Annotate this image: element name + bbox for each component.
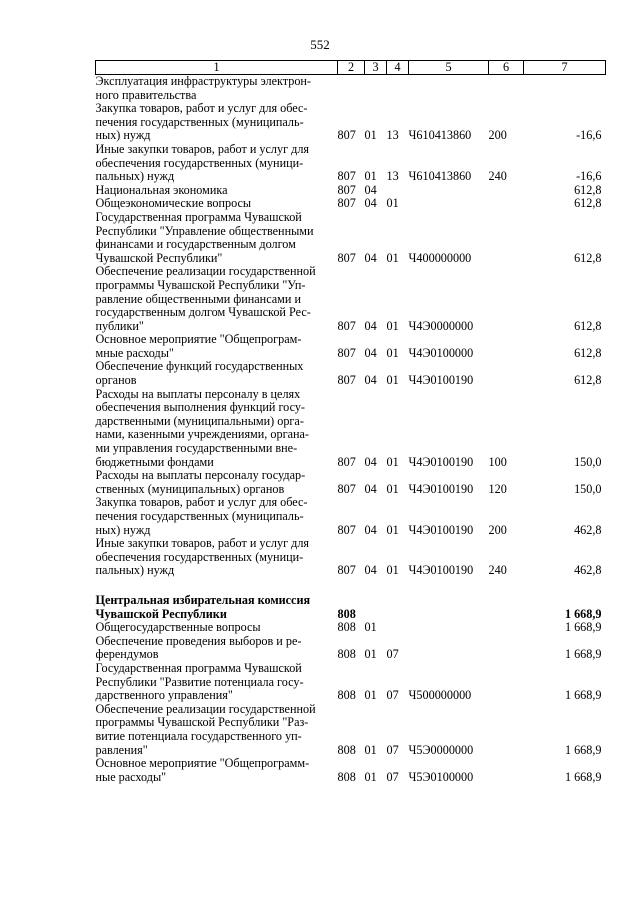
row-ministry-code	[338, 75, 365, 103]
row-target-article: Ч4Э0100000	[408, 345, 474, 360]
header-col-3: 3	[365, 61, 387, 75]
description-line: Общегосударственные вопросы	[95, 620, 261, 635]
table-row	[96, 594, 606, 621]
table-row	[96, 197, 606, 211]
row-amount: 462,8	[574, 563, 602, 578]
row-target-article: Ч610413860	[408, 128, 472, 143]
description-line: ных) нужд	[95, 128, 151, 143]
row-subsection-code: 01	[386, 318, 399, 333]
row-target-article	[409, 594, 489, 621]
row-amount: 612,8	[574, 250, 602, 265]
row-ministry-code: 807	[337, 481, 356, 496]
row-amount: -16,6	[576, 128, 602, 143]
row-subsection-code	[387, 75, 409, 103]
row-amount: 612,8	[574, 318, 602, 333]
row-expense-type	[489, 635, 524, 662]
description-line: Государственная программа Чувашской	[95, 209, 302, 224]
row-section-code: 04	[364, 563, 377, 578]
description-line: обеспечения государственных (муници-	[95, 549, 304, 564]
row-section-code: 04	[364, 345, 377, 360]
description-line: бюджетными фондами	[95, 454, 214, 469]
row-description	[96, 211, 338, 265]
row-ministry-code: 808	[337, 769, 356, 784]
row-subsection-code: 01	[386, 522, 399, 537]
row-amount: 462,8	[574, 522, 602, 537]
row-ministry-code: 807	[337, 454, 356, 469]
row-expense-type	[489, 594, 524, 621]
row-target-article: Ч500000000	[408, 688, 472, 703]
description-line: финансами и государственным долгом	[95, 237, 296, 252]
description-line: печения государственных (муниципаль-	[95, 114, 304, 129]
row-amount: 612,8	[574, 345, 602, 360]
description-line: программы Чувашской Республики "Раз-	[95, 715, 309, 730]
row-ministry-code: 807	[337, 250, 356, 265]
table-row	[96, 537, 606, 578]
row-amount: 1 668,9	[564, 742, 602, 757]
row-target-article: Ч5Э0100000	[408, 769, 474, 784]
description-line: пальных) нужд	[95, 169, 175, 184]
description-line: органов	[95, 373, 137, 388]
row-amount: 612,8	[574, 196, 602, 211]
spacer-row	[96, 578, 606, 594]
table-row	[96, 662, 606, 703]
description-line: государственным долгом Чувашской Рес-	[95, 305, 311, 320]
header-col-6: 6	[489, 61, 524, 75]
row-section-code: 04	[364, 196, 377, 211]
row-description	[96, 360, 338, 387]
row-expense-type	[489, 211, 524, 265]
row-description	[96, 102, 338, 143]
description-line: Чувашской Республики"	[95, 250, 223, 265]
row-expense-type	[489, 703, 524, 757]
row-amount: 1 668,9	[564, 647, 602, 662]
row-description	[96, 757, 338, 784]
row-ministry-code: 807	[337, 522, 356, 537]
description-line: нами, казенными учреждениями, органа-	[95, 427, 309, 442]
row-subsection-code: 13	[386, 169, 399, 184]
row-subsection-code: 07	[386, 769, 399, 784]
row-section-code: 04	[364, 454, 377, 469]
row-ministry-code: 808	[337, 647, 356, 662]
header-col-2: 2	[338, 61, 365, 75]
row-section-code: 04	[364, 182, 377, 197]
description-line: публики"	[95, 318, 144, 333]
row-ministry-code: 808	[337, 742, 356, 757]
row-target-article: Ч4Э0100190	[408, 481, 474, 496]
row-expense-type	[489, 360, 524, 387]
description-line: Обеспечение реализации государственной	[95, 264, 316, 279]
row-section-code: 04	[364, 481, 377, 496]
row-expense-type: 240	[488, 169, 507, 184]
table-row	[96, 211, 606, 265]
row-amount: 612,8	[574, 182, 602, 197]
table-row	[96, 265, 606, 333]
row-section-code: 01	[364, 128, 377, 143]
description-line: Республики "Управление общественными	[95, 223, 314, 238]
header-col-1: 1	[96, 61, 338, 75]
description-line: программы Чувашской Республики "Уп-	[95, 277, 306, 292]
row-target-article: Ч4Э0000000	[408, 318, 474, 333]
description-line: Национальная экономика	[95, 182, 228, 197]
row-subsection-code: 01	[386, 563, 399, 578]
row-expense-type: 120	[488, 481, 507, 496]
row-amount: -16,6	[576, 169, 602, 184]
description-line: Эксплуатация инфраструктуры электрон-	[95, 74, 311, 88]
row-expense-type: 200	[488, 128, 507, 143]
row-subsection-code: 13	[386, 128, 399, 143]
description-line: ного правительства	[95, 87, 197, 102]
row-description	[96, 469, 338, 496]
row-subsection-code: 01	[386, 373, 399, 388]
row-target-article: Ч5Э0000000	[408, 742, 474, 757]
row-subsection-code: 01	[386, 454, 399, 469]
header-col-5: 5	[409, 61, 489, 75]
description-line: Обеспечение реализации государственной	[95, 701, 316, 716]
row-description	[96, 662, 338, 703]
row-subsection-code	[387, 621, 409, 635]
row-description	[96, 197, 338, 211]
row-description	[96, 703, 338, 757]
row-target-article: Ч400000000	[408, 250, 472, 265]
table-row	[96, 360, 606, 387]
description-line: Общеэкономические вопросы	[95, 196, 252, 211]
description-line: Закупка товаров, работ и услуг для обес-	[95, 495, 308, 510]
description-line: Государственная программа Чувашской	[95, 660, 302, 675]
row-expense-type	[489, 75, 524, 103]
row-section-code: 01	[364, 769, 377, 784]
row-target-article	[409, 197, 489, 211]
row-target-article: Ч4Э0100190	[408, 522, 474, 537]
row-amount	[524, 75, 606, 103]
row-ministry-code: 807	[337, 373, 356, 388]
description-line: равления"	[95, 742, 148, 757]
description-line: ми управления государственными вне-	[95, 441, 298, 456]
row-expense-type: 100	[488, 454, 507, 469]
row-section-code	[365, 75, 387, 103]
table-row	[96, 703, 606, 757]
description-line: обеспечения выполнения функций госу-	[95, 400, 305, 415]
row-target-article	[409, 184, 489, 198]
row-amount: 612,8	[574, 373, 602, 388]
table-header-row	[96, 61, 606, 75]
row-ministry-code: 808	[337, 688, 356, 703]
row-expense-type: 200	[488, 522, 507, 537]
row-section-code: 04	[364, 250, 377, 265]
table-row	[96, 102, 606, 143]
header-col-7: 7	[524, 61, 606, 75]
row-subsection-code: 01	[386, 250, 399, 265]
row-subsection-code: 07	[386, 742, 399, 757]
description-line: Закупка товаров, работ и услуг для обес-	[95, 101, 308, 116]
description-line: витие потенциала государственного уп-	[95, 728, 302, 743]
row-description	[96, 537, 338, 578]
description-line: Основное мероприятие "Общепрограм-	[95, 332, 302, 347]
row-expense-type	[489, 621, 524, 635]
budget-table	[95, 60, 606, 784]
row-description	[96, 621, 338, 635]
description-line: Республики "Развитие потенциала госу-	[95, 674, 304, 689]
page-number: 552	[310, 37, 330, 52]
description-line: пальных) нужд	[95, 563, 175, 578]
row-description	[96, 388, 338, 470]
row-section-code: 01	[364, 688, 377, 703]
row-section-code: 04	[364, 373, 377, 388]
description-line: дарственного управления"	[95, 688, 233, 703]
table-row	[96, 621, 606, 635]
row-section-code	[365, 594, 387, 621]
row-amount: 1 668,9	[564, 620, 602, 635]
description-line: равление общественными финансами и	[95, 291, 301, 306]
table-row	[96, 496, 606, 537]
table-row	[96, 635, 606, 662]
row-section-code: 01	[364, 169, 377, 184]
row-target-article	[409, 75, 489, 103]
description-line: ственных (муниципальных) органов	[95, 481, 285, 496]
row-ministry-code: 808	[337, 620, 356, 635]
row-section-code: 04	[364, 318, 377, 333]
row-subsection-code	[387, 594, 409, 621]
row-expense-type	[489, 197, 524, 211]
description-line: обеспечения государственных (муници-	[95, 155, 304, 170]
row-description	[96, 333, 338, 360]
row-description	[96, 265, 338, 333]
row-target-article	[409, 635, 489, 662]
row-expense-type	[489, 265, 524, 333]
row-amount: 1 668,9	[564, 688, 602, 703]
description-line: Обеспечение проведения выборов и ре-	[95, 633, 302, 648]
description-line: ных) нужд	[95, 522, 151, 537]
row-ministry-code: 808	[337, 606, 356, 621]
row-ministry-code: 807	[337, 196, 356, 211]
row-amount: 150,0	[574, 481, 602, 496]
row-ministry-code: 807	[337, 169, 356, 184]
row-ministry-code: 807	[337, 345, 356, 360]
row-description	[96, 635, 338, 662]
row-ministry-code: 807	[337, 318, 356, 333]
description-line: дарственными (муниципальными) орга-	[95, 413, 304, 428]
table-row	[96, 757, 606, 784]
description-line: ферендумов	[95, 647, 159, 662]
row-expense-type	[489, 757, 524, 784]
description-line: Чувашской Республики	[95, 606, 227, 621]
row-target-article: Ч4Э0100190	[408, 373, 474, 388]
row-ministry-code: 807	[337, 563, 356, 578]
row-section-code: 01	[364, 742, 377, 757]
row-section-code: 01	[364, 647, 377, 662]
row-target-article	[409, 621, 489, 635]
table-row	[96, 469, 606, 496]
description-line: Расходы на выплаты персоналу государ-	[95, 468, 306, 483]
table-row	[96, 143, 606, 184]
row-description	[96, 75, 338, 103]
row-subsection-code: 01	[386, 481, 399, 496]
row-section-code: 01	[364, 620, 377, 635]
row-expense-type	[489, 662, 524, 703]
row-ministry-code: 807	[337, 128, 356, 143]
description-line: Иные закупки товаров, работ и услуг для	[95, 141, 310, 156]
row-amount: 1 668,9	[564, 769, 602, 784]
description-line: мные расходы"	[95, 345, 174, 360]
row-target-article: Ч610413860	[408, 169, 472, 184]
row-target-article: Ч4Э0100190	[408, 454, 474, 469]
description-line: ные расходы"	[95, 769, 167, 784]
header-col-4: 4	[387, 61, 409, 75]
row-description	[96, 496, 338, 537]
row-expense-type: 240	[488, 563, 507, 578]
row-subsection-code: 07	[386, 647, 399, 662]
table-row	[96, 333, 606, 360]
row-amount: 150,0	[574, 454, 602, 469]
row-amount: 1 668,9	[564, 606, 602, 621]
description-line: Центральная избирательная комиссия	[95, 592, 311, 607]
row-ministry-code: 807	[337, 182, 356, 197]
description-line: Расходы на выплаты персоналу в целях	[95, 386, 301, 401]
table-body	[96, 75, 606, 785]
table-row	[96, 388, 606, 470]
row-description	[96, 143, 338, 184]
row-expense-type	[489, 333, 524, 360]
row-expense-type	[489, 184, 524, 198]
description-line: печения государственных (муниципаль-	[95, 509, 304, 523]
row-description	[96, 184, 338, 198]
row-subsection-code: 07	[386, 688, 399, 703]
row-description	[96, 594, 338, 621]
description-line: Основное мероприятие "Общепрограмм-	[95, 756, 310, 771]
row-subsection-code: 01	[386, 345, 399, 360]
row-section-code: 04	[364, 522, 377, 537]
row-subsection-code: 01	[386, 196, 399, 211]
row-target-article: Ч4Э0100190	[408, 563, 474, 578]
row-subsection-code	[387, 184, 409, 198]
table-row	[96, 75, 606, 103]
spacer-cell	[96, 578, 606, 594]
table-row	[96, 184, 606, 198]
description-line: Обеспечение функций государственных	[95, 359, 304, 374]
description-line: Иные закупки товаров, работ и услуг для	[95, 536, 310, 551]
